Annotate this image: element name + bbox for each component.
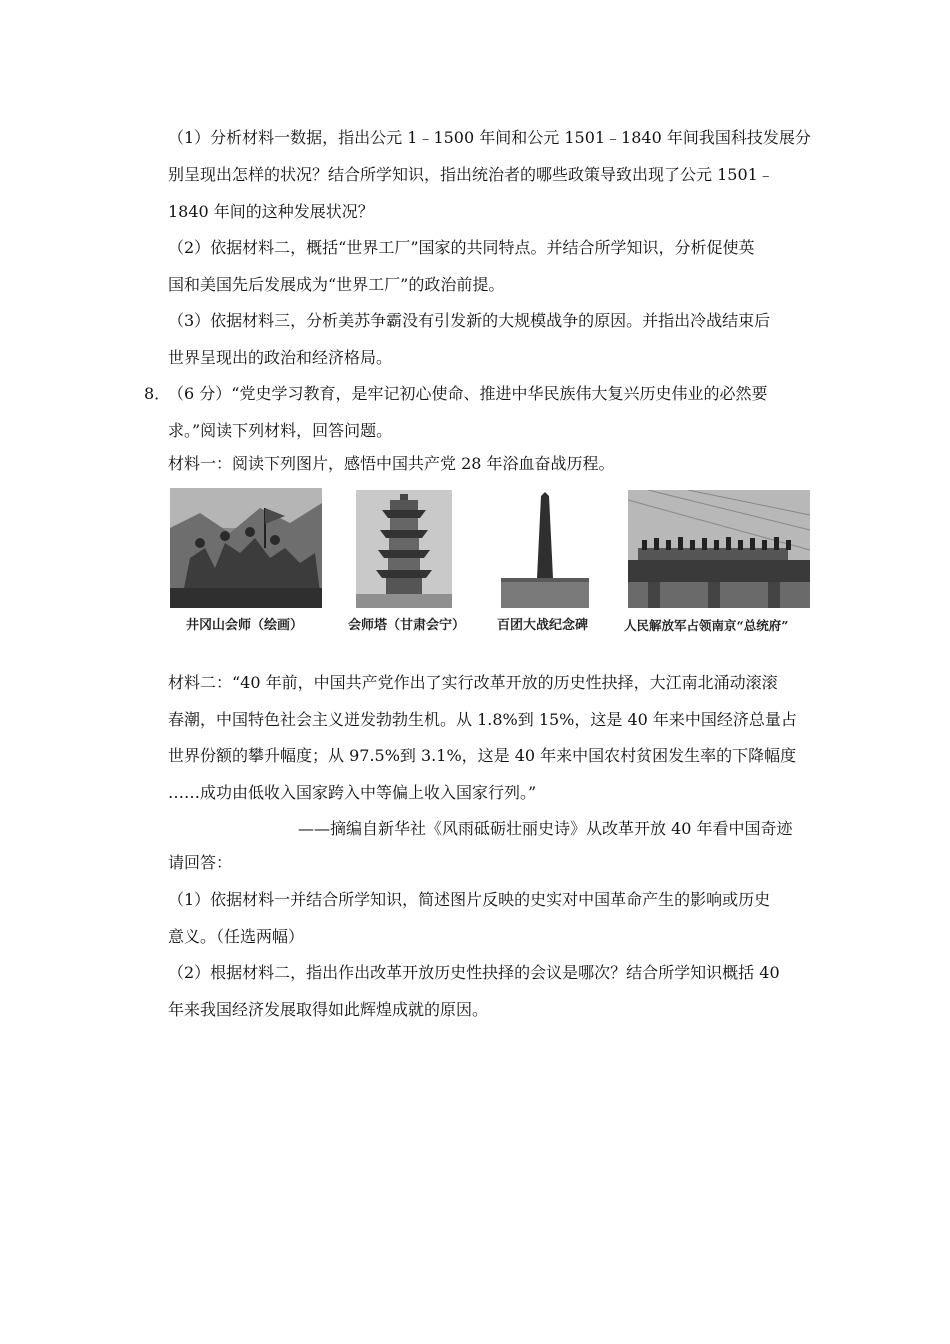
image-caption-2: 会师塔（甘肃会宁） [348,618,466,633]
material1-image-row [170,488,810,638]
q8-intro-line2: 求。”阅读下列材料，回答问题。 [168,421,393,440]
prev-sub1-line3: 1840 年间的这种发展状况？ [168,202,374,221]
q8-material2-line3: 世界份额的攀升幅度；从 97.5%到 3.1%，这是 40 年来中国农村贫困发生率的下降幅度 [168,746,797,765]
q8-prompt: 请回答： [168,853,233,872]
q8-sub2-line2: 年来我国经济发展取得如此辉煌成就的原因。 [168,1000,489,1019]
q8-sub2-line1: （2）根据材料二，指出作出改革开放历史性抉择的会议是哪次？结合所学知识概括 40 [168,963,780,982]
painting-jinggangshan-meeting-icon [170,488,322,608]
prev-sub1-line1: （1）分析材料一数据，指出公元 1﹣1500 年间和公元 1501﹣1840 年间我国科技发展分 [168,128,811,147]
q8-material2-line1: 材料二：“40 年前，中国共产党作出了实行改革开放的历史性抉择，大江南北涌动滚滚 [168,673,778,692]
q8-source-citation: ——摘编自新华社《风雨砥砺壮丽史诗》从改革开放 40 年看中国奇迹 [298,819,793,838]
prev-sub3-line1: （3）依据材料三，分析美苏争霸没有引发新的大规模战争的原因。并指出冷战结束后 [168,311,771,330]
q8-sub1-line2: 意义。（任选两幅） [168,927,305,946]
q8-material1: 材料一：阅读下列图片，感悟中国共产党 28 年浴血奋战历程。 [168,454,615,473]
prev-sub1-line2: 别呈现出怎样的状况？结合所学知识，指出统治者的哪些政策导致出现了公元 1501﹣ [168,165,774,184]
prev-sub2-line2: 国和美国先后发展成为“世界工厂”的政治前提。 [168,275,505,294]
q8-material2-line4: ……成功由低收入国家跨入中等偏上收入国家行列。” [168,783,537,802]
image-caption-4: 人民解放军占领南京“总统府” [624,618,789,633]
q8-sub1-line1: （1）依据材料一并结合所学知识，简述图片反映的史实对中国革命产生的影响或历史 [168,890,771,909]
prev-sub3-line2: 世界呈现出的政治和经济格局。 [168,348,393,367]
prev-sub2-line1: （2）依据材料二，概括“世界工厂”国家的共同特点。并结合所学知识，分析促使英 [168,238,755,257]
q8-intro-line1: （6 分）“党史学习教育，是牢记初心使命、推进中华民族伟大复兴历史伟业的必然要 [168,384,768,403]
pagoda-tower-icon [356,490,452,608]
presidential-palace-icon [628,490,810,608]
question-number: 8． [144,384,171,403]
image-caption-3: 百团大战纪念碑 [497,618,589,633]
image-caption-1: 井冈山会师（绘画） [186,618,304,633]
monument-obelisk-icon [497,492,593,608]
q8-material2-line2: 春潮，中国特色社会主义迸发勃勃生机。从 1.8%到 15%，这是 40 年来中国经济总量占 [168,710,797,729]
